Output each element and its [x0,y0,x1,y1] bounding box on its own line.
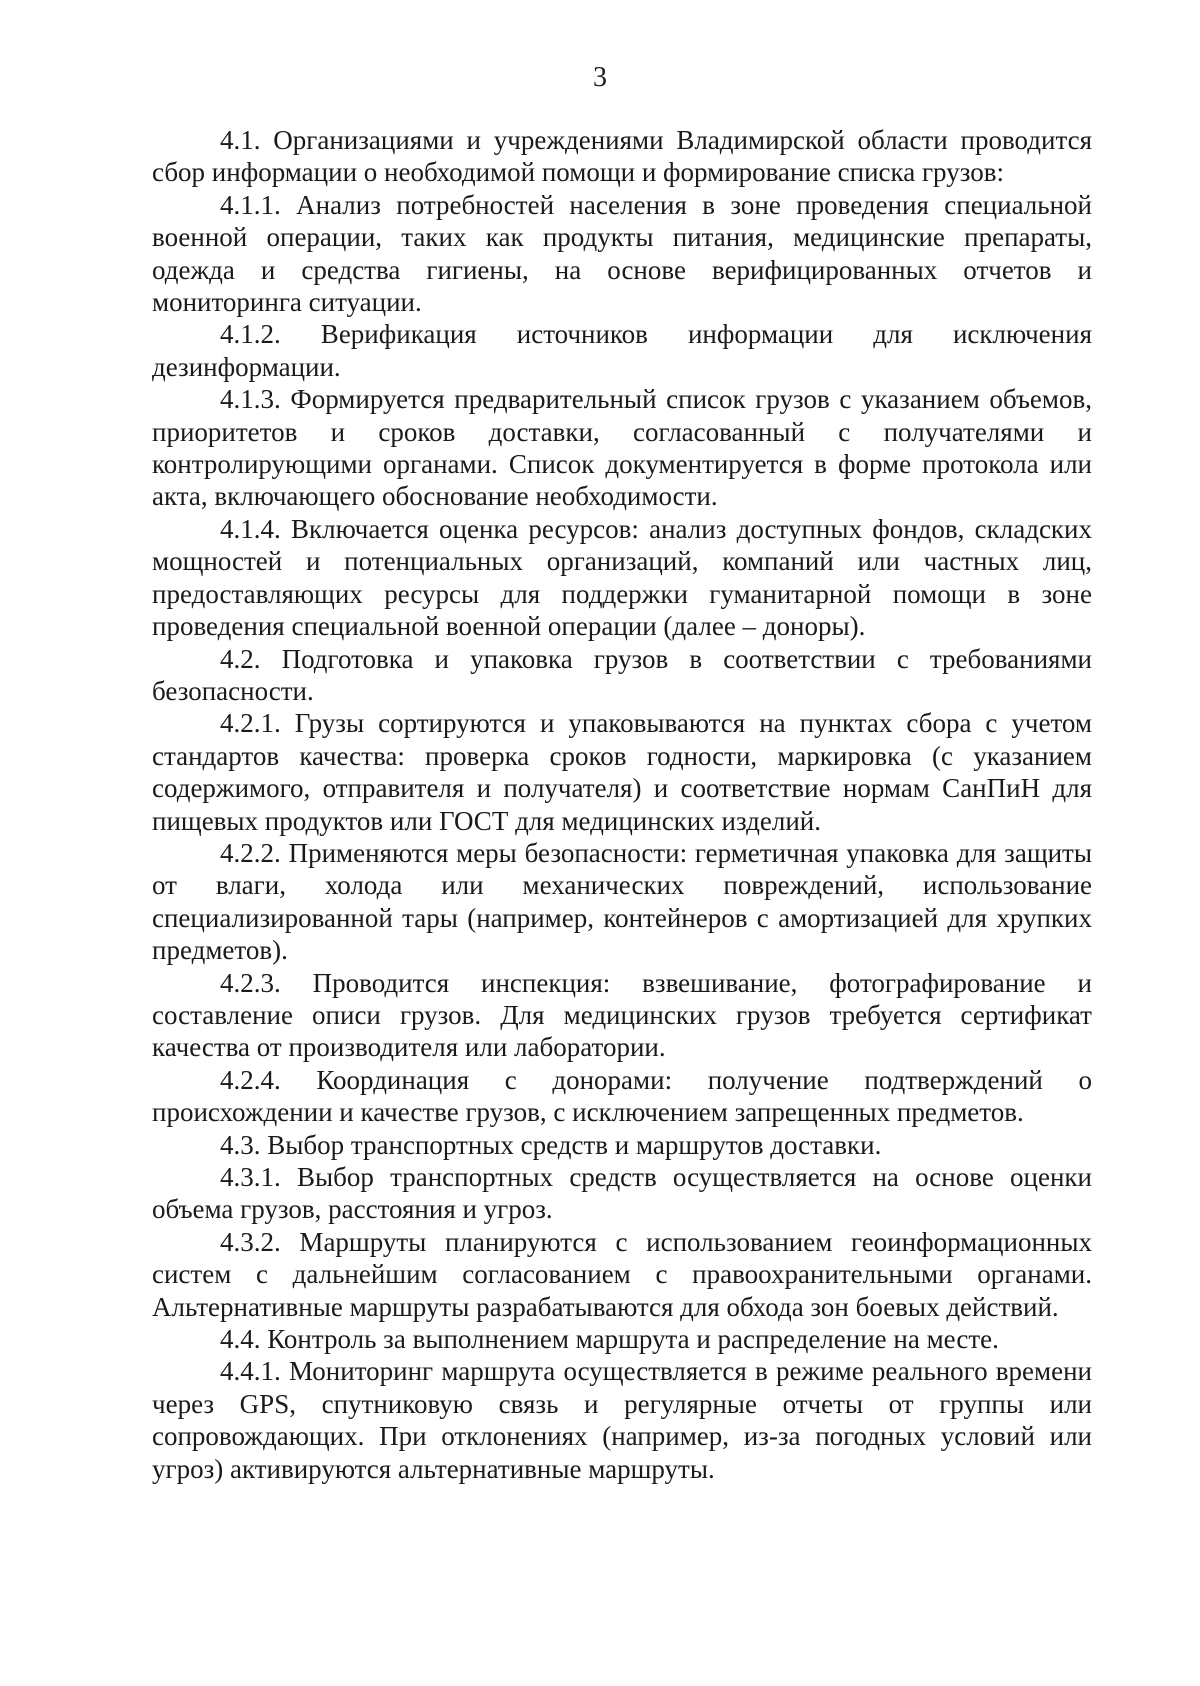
paragraph-4-3-1: 4.3.1. Выбор транспортных средств осуществляется на основе оценки объема грузов, расстояния и угроз. [152,1162,1092,1225]
paragraph-4-2: 4.2. Подготовка и упаковка грузов в соответствии с требованиями безопасности. [152,643,1092,706]
paragraph-4-4: 4.4. Контроль за выполнением маршрута и распределение на месте. [220,1324,999,1355]
paragraph-4-1-1: 4.1.1. Анализ потребностей населения в зоне проведения специальной военной операции, таких как продукты питания, медицинские препараты, одежда и средства гигиены, на основе верифицированных отчетов и мониторинга ситуации. [152,189,1092,318]
paragraph-4-1: 4.1. Организациями и учреждениями Владимирской области проводится сбор информации о необходимой помощи и формирование списка грузов: [152,125,1092,188]
paragraph-4-3: 4.3. Выбор транспортных средств и маршрутов доставки. [220,1129,882,1160]
paragraph-4-2-1: 4.2.1. Грузы сортируются и упаковываются на пунктах сбора с учетом стандартов качества: проверка сроков годности, маркировка (с указанием содержимого, отправителя и получателя) и соответствие нормам СанПиН для пищевых продуктов или ГОСТ для медицинских изделий. [152,708,1092,836]
paragraph-4-2-3: 4.2.3. Проводится инспекция: взвешивание, фотографирование и составление описи грузов. Для медицинских грузов требуется сертификат качества от производителя или лаборатории. [152,967,1092,1063]
page-number: 3 [593,62,607,93]
paragraph-4-4-1: 4.4.1. Мониторинг маршрута осуществляется в режиме реального времени через GPS, спутниковую связь и регулярные отчеты от группы или сопровождающих. При отклонениях (например, из-за погодных условий или угроз) активируются альтернативные маршруты. [152,1356,1092,1484]
paragraph-4-1-3: 4.1.3. Формируется предварительный список грузов с указанием объемов, приоритетов и сроков доставки, согласованный с получателями и контролирующими органами. Список документируется в форме протокола или акта, включающего обоснование необходимости. [152,384,1092,512]
paragraph-4-1-2: 4.1.2. Верификация источников информации для исключения дезинформации. [152,319,1092,382]
paragraph-4-1-4: 4.1.4. Включается оценка ресурсов: анализ доступных фондов, складских мощностей и потенциальных организаций, компаний или частных лиц, предоставляющих ресурсы для поддержки гуманитарной помощи в зоне проведения специальной военной операции (далее – доноры). [152,513,1092,642]
paragraph-4-2-4: 4.2.4. Координация с донорами: получение подтверждений о происхождении и качестве грузов, с исключением запрещенных предметов. [152,1064,1092,1128]
paragraph-4-3-2: 4.3.2. Маршруты планируются с использованием геоинформационных систем с дальнейшим согласованием с правоохранительными органами. Альтернативные маршруты разрабатываются для обхода зон боевых действий. [152,1226,1092,1322]
document-body [152,124,1092,1485]
paragraph-4-2-2: 4.2.2. Применяются меры безопасности: герметичная упаковка для защиты от влаги, холода или механических повреждений, использование специализированной тары (например, контейнеров с амортизацией для хрупких предметов). [152,837,1092,966]
